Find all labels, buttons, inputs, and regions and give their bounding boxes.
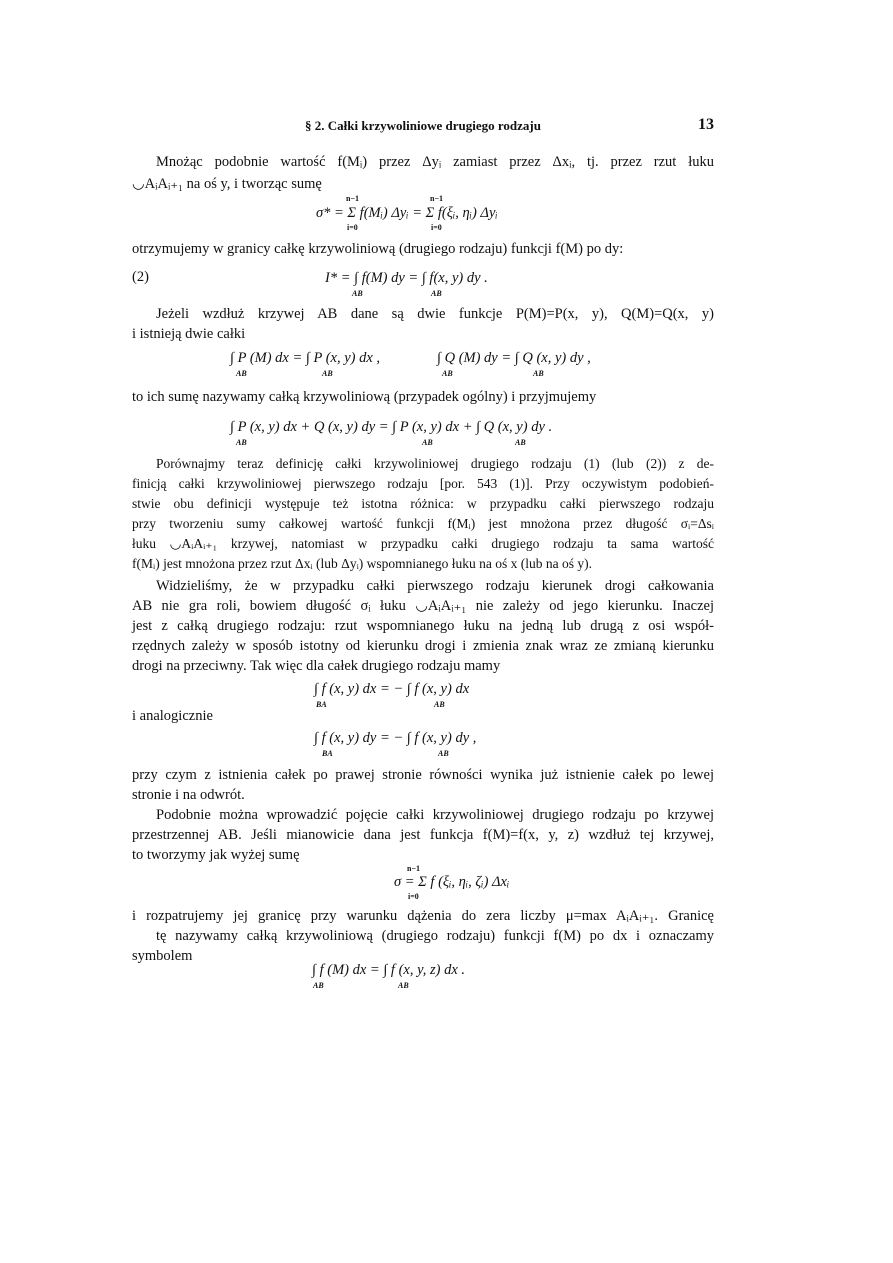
integral-equation-3d: ∫ f (M) dx = ∫ f (x, y, z) dx . <box>312 962 466 978</box>
text-line: i istnieją dwie całki <box>132 326 246 342</box>
integral-limit: AB <box>533 369 544 378</box>
text-line: stwie obu definicji występuje też istotna różnica: w przypadku całki pierwszego rodzaju <box>132 496 714 511</box>
text-line: AB nie gra roli, bowiem długość σᵢ łuku ◡AᵢAᵢ₊₁ nie zależy od jego kierunku. Inaczej <box>132 598 714 614</box>
integral-limit: AB <box>442 369 453 378</box>
integral-limit: AB <box>434 700 445 709</box>
text-line: rzędnych zależy w sposób istotny od kierunku drogi i zmienia znak wraz ze zmianą kierunku <box>132 638 714 654</box>
text-line: f(Mᵢ) jest mnożona przez rzut Δxᵢ (lub Δyᵢ) wspomnianego łuku na oś x (lub na oś y). <box>132 556 593 571</box>
text-line: Porównajmy teraz definicję całki krzywoliniowej drugiego rodzaju (1) (lub (2)) z de- <box>156 456 714 471</box>
sum-equation: σ* = Σ f(Mᵢ) Δyᵢ = Σ f(ξᵢ, ηᵢ) Δyᵢ <box>316 205 498 221</box>
integral-limit: AB <box>322 369 333 378</box>
text-line: tę nazywamy całką krzywoliniową (drugiego rodzaju) funkcji f(M) po dx i oznaczamy <box>156 928 714 944</box>
integral-limit: BA <box>322 749 333 758</box>
integral-limit: AB <box>313 981 324 990</box>
text-line: przy tworzeniu sumy całkowej wartość funkcji f(Mᵢ) jest mnożona przez długość σᵢ=Δsᵢ <box>132 516 714 531</box>
integral-equation-general: ∫ P (x, y) dx + Q (x, y) dy = ∫ P (x, y) dx + ∫ Q (x, y) dy . <box>230 419 553 435</box>
integral-limit: AB <box>398 981 409 990</box>
integral-equation-q: ∫ Q (M) dy = ∫ Q (x, y) dy , <box>437 350 591 366</box>
integral-equation-p: ∫ P (M) dx = ∫ P (x, y) dx , <box>230 350 381 366</box>
text-line: Widzieliśmy, że w przypadku całki pierwszego rodzaju kierunek drogi całkowania <box>156 578 714 594</box>
text-line: i analogicznie <box>132 708 213 724</box>
text-line: drogi na przeciwny. Tak więc dla całek drugiego rodzaju mamy <box>132 658 501 674</box>
sum-lower-limit: i=0 <box>431 223 442 232</box>
integral-limit: AB <box>236 438 247 447</box>
integral-limit: AB <box>352 289 363 298</box>
sum-upper-limit: n−1 <box>430 194 444 203</box>
sum-upper-limit: n−1 <box>407 864 421 873</box>
section-title: § 2. Całki krzywoliniowe drugiego rodzaju <box>305 118 541 133</box>
text-line: łuku ◡AᵢAᵢ₊₁ krzywej, natomiast w przypadku całki drugiego rodzaju ta sama wartość <box>132 536 714 551</box>
running-header <box>132 116 714 136</box>
text-line: przestrzennej AB. Jeśli mianowicie dana jest funkcja f(M)=f(x, y, z) wzdłuż tej krzywej, <box>132 827 714 843</box>
integral-limit: AB <box>236 369 247 378</box>
text-line: stronie i na odwrót. <box>132 787 245 803</box>
integral-limit: AB <box>438 749 449 758</box>
text-line: przy czym z istnienia całek po prawej stronie równości wynika już istnienie całek po lewej <box>132 767 714 783</box>
equation-number: (2) <box>132 269 149 285</box>
sum-lower-limit: i=0 <box>347 223 358 232</box>
integral-limit: AB <box>431 289 442 298</box>
sum-upper-limit: n−1 <box>346 194 360 203</box>
integral-equation-reverse-dy: ∫ f (x, y) dy = − ∫ f (x, y) dy , <box>314 730 477 746</box>
text-line: to tworzymy jak wyżej sumę <box>132 847 300 863</box>
integral-limit: BA <box>316 700 327 709</box>
page-number: 13 <box>698 116 714 133</box>
text-line: ◡AᵢAᵢ₊₁ na oś y, i tworząc sumę <box>132 176 322 192</box>
text-line: Mnożąc podobnie wartość f(Mᵢ) przez Δyᵢ zamiast przez Δxᵢ, tj. przez rzut łuku <box>156 154 714 170</box>
text-line: symbolem <box>132 948 193 964</box>
integral-limit: AB <box>515 438 526 447</box>
text-line: i rozpatrujemy jej granicę przy warunku dążenia do zera liczby μ=max AᵢAᵢ₊₁. Granicę <box>132 908 714 924</box>
text-line: finicją całki krzywoliniowej pierwszego rodzaju [por. 543 (1)]. Przy oczywistym podobień- <box>132 476 714 491</box>
integral-limit: AB <box>422 438 433 447</box>
text-line: otrzymujemy w granicy całkę krzywoliniową (drugiego rodzaju) funkcji f(M) po dy: <box>132 241 624 257</box>
text-line: Podobnie można wprowadzić pojęcie całki krzywoliniowej drugiego rodzaju po krzywej <box>156 807 714 823</box>
integral-equation-reverse-dx: ∫ f (x, y) dx = − ∫ f (x, y) dx <box>314 681 470 697</box>
sum-lower-limit: i=0 <box>408 892 419 901</box>
text-line: to ich sumę nazywamy całką krzywoliniową (przypadek ogólny) i przyjmujemy <box>132 389 597 405</box>
sum-equation-3d: σ = Σ f (ξᵢ, ηᵢ, ζᵢ) Δxᵢ <box>394 874 510 890</box>
text-line: jest z całką drugiego rodzaju: rzut wspomnianego łuku na jedną lub drugą z osi współ- <box>132 618 714 634</box>
text-line: Jeżeli wzdłuż krzywej AB dane są dwie funkcje P(M)=P(x, y), Q(M)=Q(x, y) <box>156 306 714 322</box>
integral-equation-2: I* = ∫ f(M) dy = ∫ f(x, y) dy . <box>325 270 488 286</box>
